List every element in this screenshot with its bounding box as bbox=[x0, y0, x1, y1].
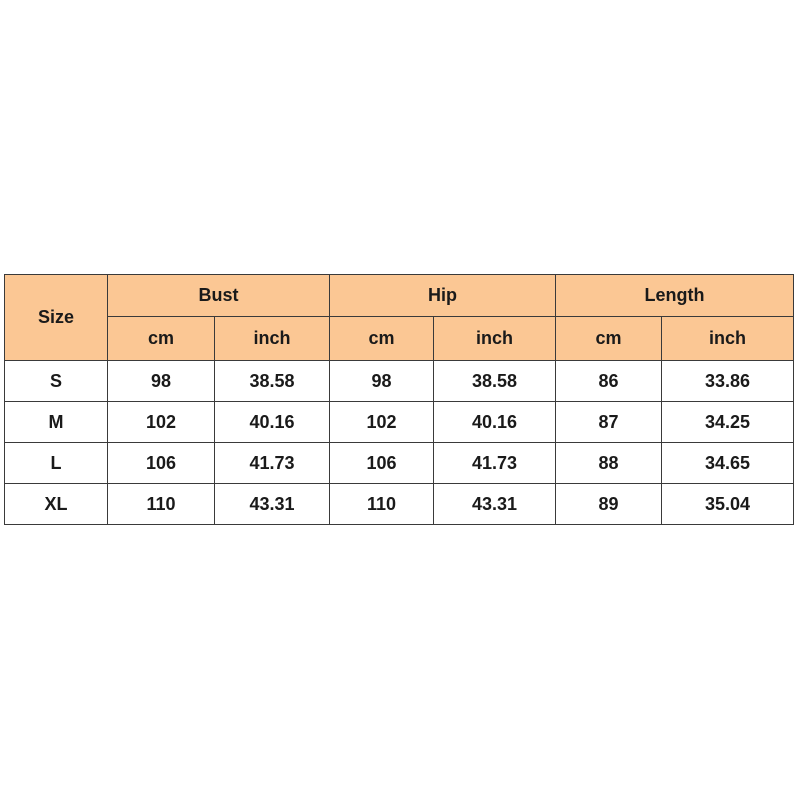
length-inch-cell: 33.86 bbox=[662, 361, 794, 402]
length-cm-cell: 88 bbox=[556, 443, 662, 484]
length-cm-cell: 87 bbox=[556, 402, 662, 443]
table-body bbox=[5, 361, 794, 525]
length-cm-header: cm bbox=[556, 317, 662, 361]
bust-cm-cell: 98 bbox=[108, 361, 215, 402]
length-inch-header: inch bbox=[662, 317, 794, 361]
header-unit-row bbox=[5, 317, 794, 361]
hip-inch-cell: 40.16 bbox=[434, 402, 556, 443]
hip-cm-cell: 98 bbox=[330, 361, 434, 402]
bust-inch-header: inch bbox=[215, 317, 330, 361]
hip-cm-header: cm bbox=[330, 317, 434, 361]
bust-cm-cell: 110 bbox=[108, 484, 215, 525]
bust-cm-cell: 102 bbox=[108, 402, 215, 443]
bust-cm-header: cm bbox=[108, 317, 215, 361]
table-header bbox=[5, 275, 794, 361]
size-cell: L bbox=[5, 443, 108, 484]
hip-cm-cell: 106 bbox=[330, 443, 434, 484]
size-cell: S bbox=[5, 361, 108, 402]
table-row bbox=[5, 361, 794, 402]
hip-inch-cell: 41.73 bbox=[434, 443, 556, 484]
size-column-header: Size bbox=[5, 275, 108, 361]
bust-inch-cell: 38.58 bbox=[215, 361, 330, 402]
table-row bbox=[5, 484, 794, 525]
bust-group-header: Bust bbox=[108, 275, 330, 317]
bust-cm-cell: 106 bbox=[108, 443, 215, 484]
table-row bbox=[5, 443, 794, 484]
length-cm-cell: 89 bbox=[556, 484, 662, 525]
length-inch-cell: 34.65 bbox=[662, 443, 794, 484]
bust-inch-cell: 43.31 bbox=[215, 484, 330, 525]
size-cell: XL bbox=[5, 484, 108, 525]
hip-cm-cell: 110 bbox=[330, 484, 434, 525]
header-group-row bbox=[5, 275, 794, 317]
length-group-header: Length bbox=[556, 275, 794, 317]
bust-inch-cell: 41.73 bbox=[215, 443, 330, 484]
size-chart-table bbox=[4, 274, 794, 525]
length-cm-cell: 86 bbox=[556, 361, 662, 402]
hip-inch-header: inch bbox=[434, 317, 556, 361]
hip-group-header: Hip bbox=[330, 275, 556, 317]
size-cell: M bbox=[5, 402, 108, 443]
bust-inch-cell: 40.16 bbox=[215, 402, 330, 443]
hip-inch-cell: 38.58 bbox=[434, 361, 556, 402]
length-inch-cell: 34.25 bbox=[662, 402, 794, 443]
hip-cm-cell: 102 bbox=[330, 402, 434, 443]
table-row bbox=[5, 402, 794, 443]
length-inch-cell: 35.04 bbox=[662, 484, 794, 525]
hip-inch-cell: 43.31 bbox=[434, 484, 556, 525]
